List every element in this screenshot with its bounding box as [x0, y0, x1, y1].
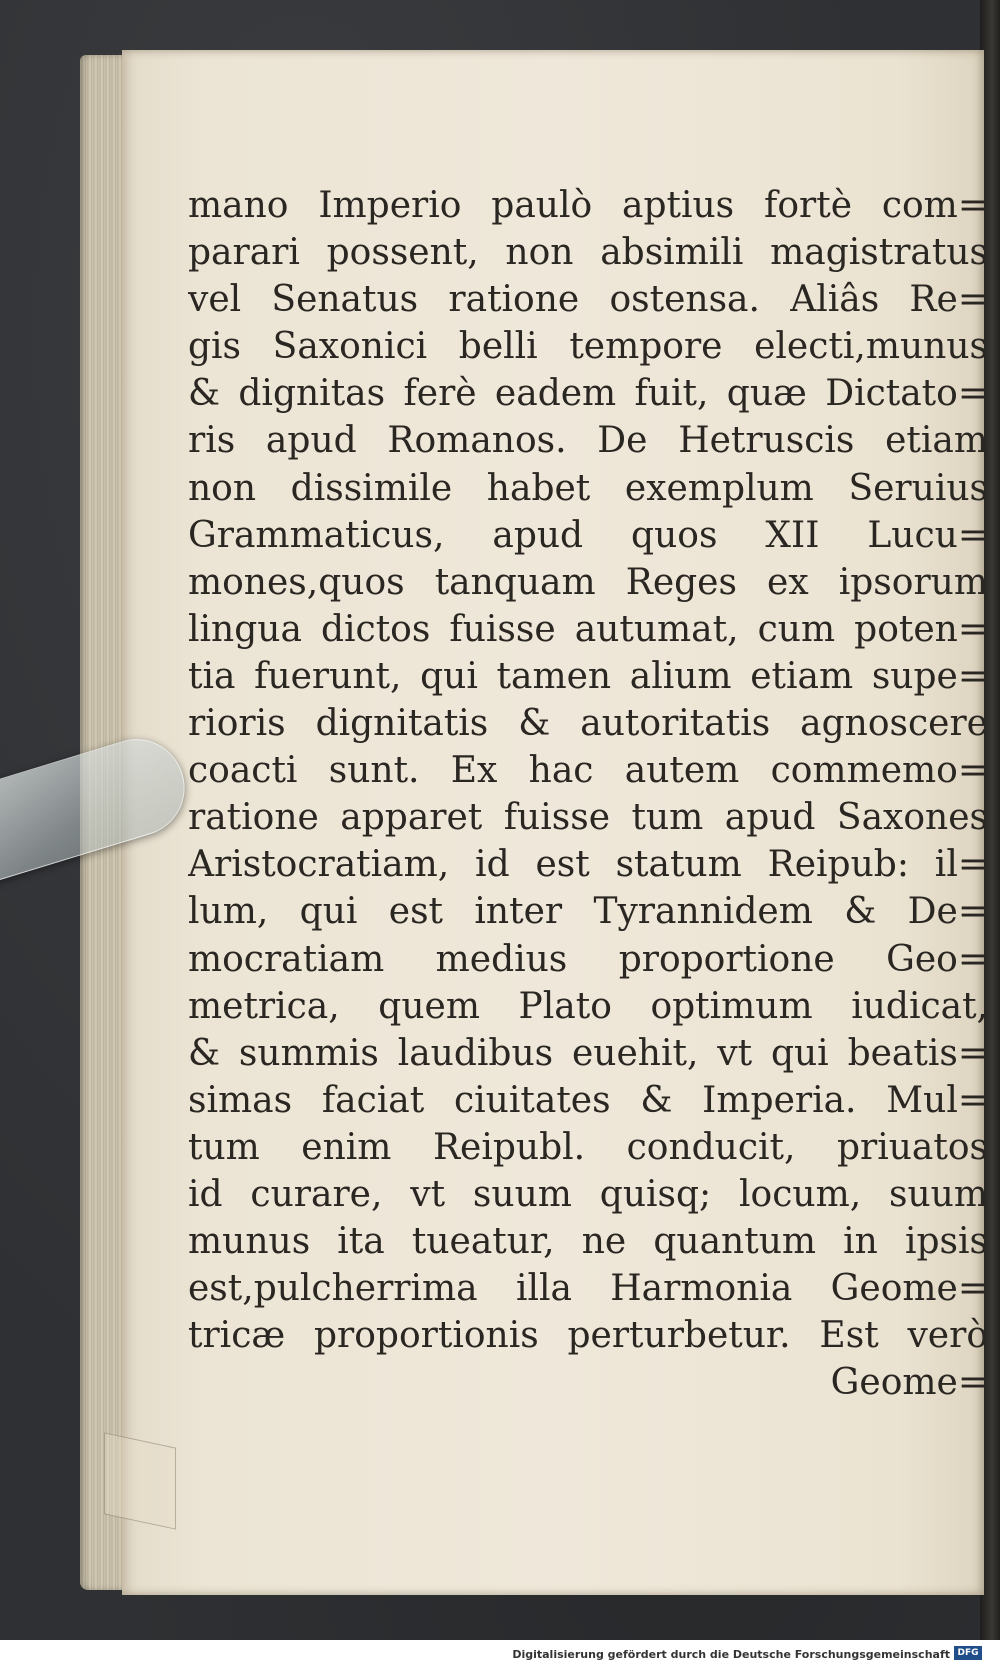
page-corner-fold — [104, 1432, 176, 1529]
funding-credit: Digitalisierung gefördert durch die Deutsche Forschungsgemeinschaft — [512, 1648, 950, 1661]
text-line: est,pulcherrima illa Harmonia Geome= — [188, 1268, 988, 1310]
text-line: mocratiam medius proportione Geo= — [188, 938, 988, 980]
text-line: simas faciat ciuitates & Imperia. Mul= — [188, 1079, 988, 1121]
text-line: metrica, quem Plato optimum iudicat, — [188, 985, 988, 1027]
text-line: gis Saxonici belli tempore electi,munus — [188, 326, 988, 368]
text-line: vel Senatus ratione ostensa. Aliâs Re= — [188, 279, 988, 321]
catchword: Geome= — [830, 1362, 988, 1404]
text-line: lingua dictos fuisse autumat, cum poten= — [188, 608, 988, 650]
text-line: tia fuerunt, qui tamen alium etiam supe= — [188, 655, 988, 697]
text-line: ris apud Romanos. De Hetruscis etiam — [188, 420, 988, 462]
text-line: Grammaticus, apud quos XII Lucu= — [188, 514, 988, 556]
text-line: non dissimile habet exemplum Seruius — [188, 467, 988, 509]
text-line: Aristocratiam, id est statum Reipub: il= — [188, 844, 988, 886]
text-line: lum, qui est inter Tyrannidem & De= — [188, 891, 988, 933]
text-line: rioris dignitatis & autoritatis agnoscere — [188, 703, 988, 745]
dfg-logo-icon: DFG — [954, 1646, 982, 1660]
text-line: mano Imperio paulò aptius fortè com= — [188, 185, 988, 226]
text-line: coacti sunt. Ex hac autem commemo= — [188, 750, 988, 792]
text-line: parari possent, non absimili magistratus — [188, 232, 988, 274]
text-line: id curare, vt suum quisq; locum, suum — [188, 1173, 988, 1215]
page-text — [188, 182, 988, 1406]
text-line: munus ita tueatur, ne quantum in ipsis — [188, 1221, 988, 1263]
text-line: & dignitas ferè eadem fuit, quæ Dictato= — [188, 373, 988, 415]
text-line: tum enim Reipubl. conducit, priuatos — [188, 1126, 988, 1168]
text-line: mones,quos tanquam Reges ex ipsorum — [188, 561, 988, 603]
text-line: ratione apparet fuisse tum apud Saxones — [188, 797, 988, 839]
text-line: tricæ proportionis perturbetur. Est verò — [188, 1315, 988, 1357]
text-line: & summis laudibus euehit, vt qui beatis= — [188, 1032, 988, 1074]
